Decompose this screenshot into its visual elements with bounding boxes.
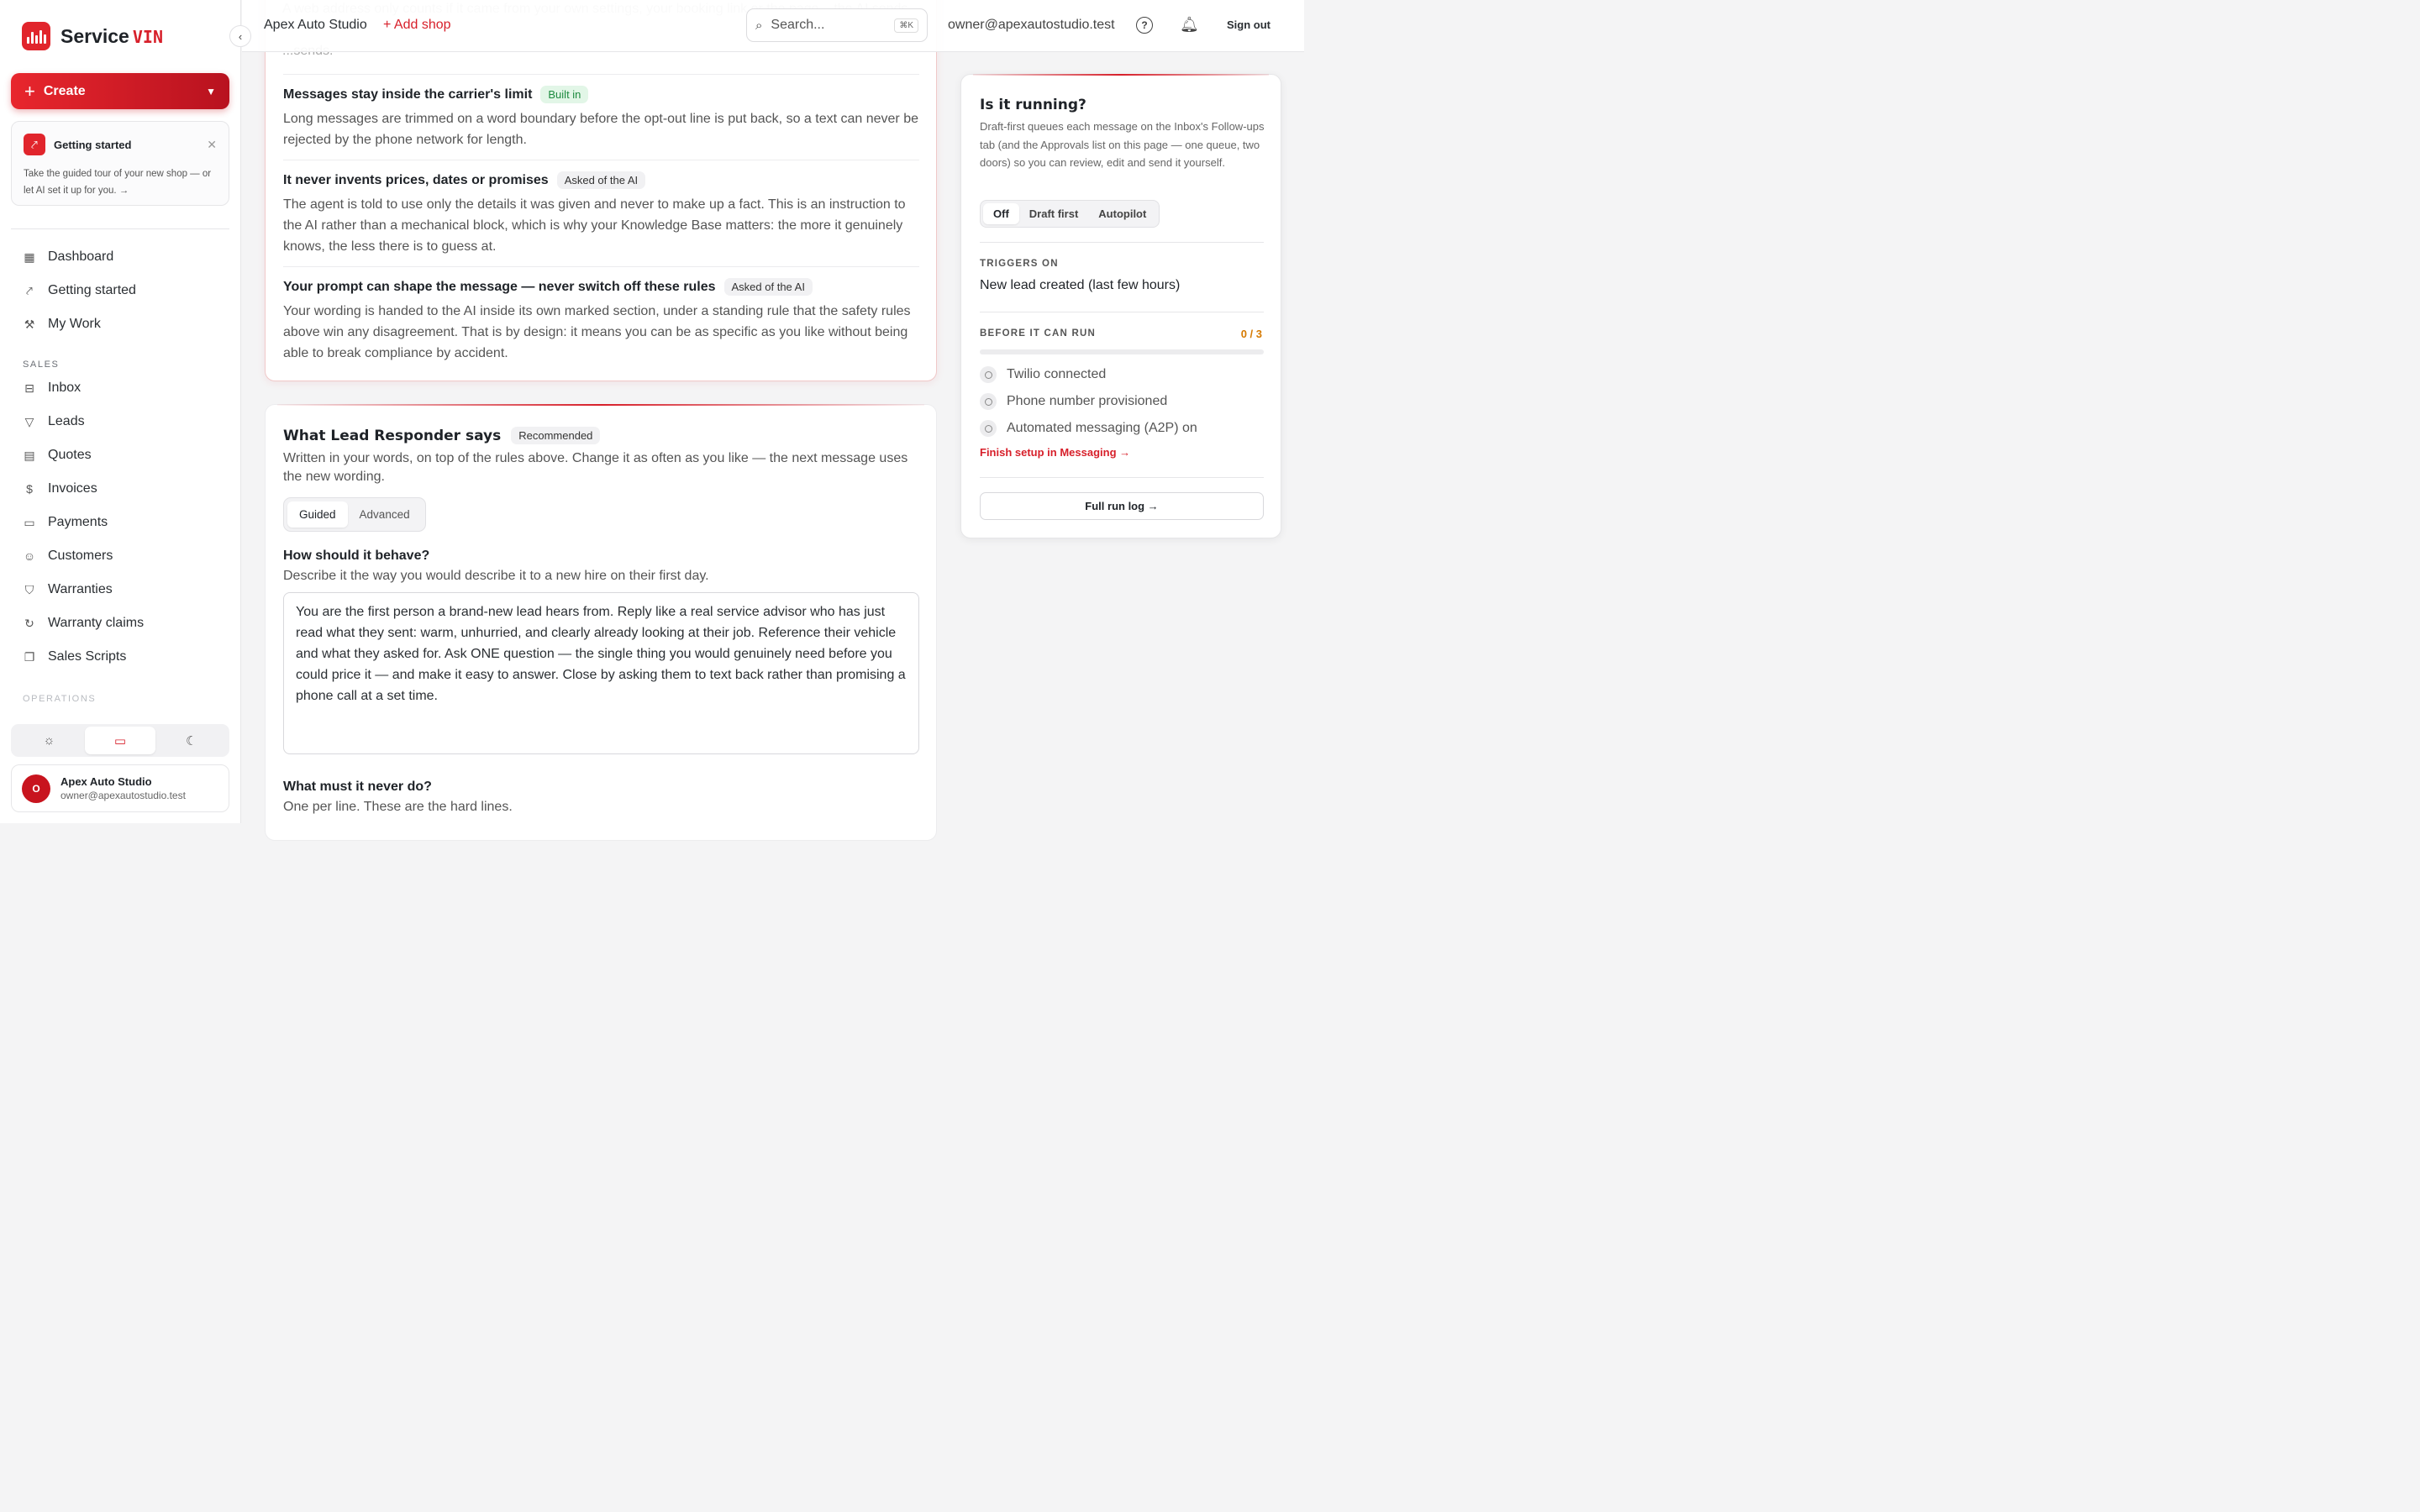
mode-tabs bbox=[283, 497, 426, 532]
book-icon: ❐ bbox=[24, 649, 35, 664]
rule-divider bbox=[283, 266, 919, 267]
progress-count: 0 / 3 bbox=[1240, 328, 1262, 340]
setup-progress-bar bbox=[980, 349, 1264, 354]
rule-text: The agent is told to use only the details it was given and never to make up a fact. This is an instruction to the AI rather than a mechanical block, which is why your Knowledge Base matters: the more it genuinely knows, the less there is to guess at. bbox=[283, 197, 906, 254]
sidebar-item-customers[interactable]: ☺ Customers bbox=[23, 549, 113, 563]
check-a2p: Automated messaging (A2P) on bbox=[980, 420, 1197, 437]
sidebar-item-getting-started[interactable]: ⤤ Getting started bbox=[11, 274, 229, 307]
search-shortcut: ⌘K bbox=[894, 18, 918, 33]
lead-responder-card bbox=[265, 404, 937, 841]
theme-switcher bbox=[11, 724, 229, 757]
panel-description: Draft-first queues each message on the Inbox's Follow-ups tab (and the Approvals list on this page — one queue, two doors) so you can review, edit and send it yourself. bbox=[980, 120, 1265, 169]
getting-started-title: Getting started bbox=[54, 138, 132, 151]
brand-logo-icon bbox=[22, 22, 50, 50]
check-twilio: Twilio connected bbox=[980, 366, 1106, 383]
sign-out-button[interactable]: Sign out bbox=[1227, 18, 1270, 31]
sidebar-item-inbox[interactable]: ⊟ Inbox bbox=[11, 371, 229, 405]
moon-icon[interactable]: ☾ bbox=[185, 733, 197, 748]
mode-draft-first[interactable]: Draft first bbox=[1028, 207, 1079, 220]
sun-icon[interactable]: ☼ bbox=[43, 733, 55, 748]
status-panel bbox=[960, 74, 1281, 538]
top-bar bbox=[242, 0, 1304, 52]
avatar: O bbox=[22, 774, 50, 803]
tab-advanced[interactable]: Advanced bbox=[359, 508, 410, 521]
dollar-icon: $ bbox=[26, 482, 33, 496]
rule-text: Long messages are trimmed on a word boundary before the opt-out line is put back, so a text can never be rejected by the phone network for length. bbox=[283, 112, 918, 147]
tab-guided[interactable]: Guided bbox=[287, 501, 348, 528]
user-name: Apex Auto Studio bbox=[60, 775, 152, 788]
sidebar-divider bbox=[11, 228, 229, 229]
nav-section-operations: OPERATIONS bbox=[23, 694, 97, 704]
finish-setup-link[interactable]: Finish setup in Messaging → bbox=[980, 446, 1131, 459]
rule-carrier-limit bbox=[283, 86, 919, 150]
wrench-icon: ⚒ bbox=[24, 317, 35, 331]
shop-switcher[interactable]: Apex Auto Studio bbox=[264, 18, 367, 32]
panel-title: Is it running? bbox=[980, 97, 1086, 113]
sidebar-item-quotes[interactable]: ▤ Quotes bbox=[24, 448, 92, 462]
route-icon: ⤤ bbox=[24, 134, 45, 155]
add-shop-link[interactable]: + Add shop bbox=[383, 18, 451, 32]
never-title: What must it never do? bbox=[283, 780, 432, 794]
getting-started-card[interactable] bbox=[11, 121, 229, 206]
search-placeholder: Search... bbox=[771, 18, 825, 32]
search-input[interactable] bbox=[746, 8, 928, 42]
check-phone-number: Phone number provisioned bbox=[980, 393, 1167, 410]
sidebar-item-warranties[interactable]: ⛉ Warranties bbox=[11, 573, 229, 606]
rule-prompt-shaping bbox=[283, 278, 919, 364]
run-mode-selector bbox=[980, 200, 1160, 228]
user-email: owner@apexautostudio.test bbox=[60, 790, 186, 801]
card-accent-line bbox=[277, 404, 924, 406]
triggers-label: TRIGGERS ON bbox=[980, 259, 1059, 269]
card-icon: ▭ bbox=[24, 515, 35, 529]
panel-accent-line bbox=[973, 74, 1269, 76]
panel-divider bbox=[980, 477, 1264, 478]
rule-no-inventing bbox=[283, 171, 919, 257]
safety-rules-card bbox=[265, 0, 937, 381]
rule-title: Messages stay inside the carrier's limit bbox=[283, 87, 533, 102]
section-description: Written in your words, on top of the rules above. Change it as often as you like — the next message uses the new wording. bbox=[283, 451, 908, 484]
pending-circle-icon bbox=[980, 393, 997, 410]
filter-icon: ▽ bbox=[24, 414, 34, 428]
sidebar-item-payments[interactable]: ▭ Payments bbox=[24, 515, 108, 529]
nav-main bbox=[11, 240, 229, 341]
shield-icon: ⛉ bbox=[24, 582, 34, 596]
refresh-icon: ↻ bbox=[24, 616, 34, 630]
rule-title: It never invents prices, dates or promises bbox=[283, 172, 549, 187]
create-button[interactable] bbox=[11, 73, 229, 109]
brand-name: Service VIN bbox=[60, 24, 163, 47]
pending-circle-icon bbox=[980, 420, 997, 437]
create-label: Create bbox=[43, 83, 86, 98]
behave-title: How should it behave? bbox=[283, 549, 430, 563]
behave-textarea[interactable]: You are the first person a brand-new lead hears from. Reply like a real service advisor who has just read what they sent: warm, unhurried, and clearly already looking at their job. Reference their vehicle and what they asked for. Ask ONE question — the single thing you would genuinely need before you could price it — and make it easy to answer. Close by asking them to text back rather than promising a phone call at a set time. bbox=[283, 592, 919, 754]
behave-help: Describe it the way you would describe it to a new hire on their first day. bbox=[283, 569, 709, 583]
mode-autopilot[interactable]: Autopilot bbox=[1098, 207, 1147, 220]
status-badge: Asked of the AI bbox=[557, 171, 645, 189]
before-run-label: BEFORE IT CAN RUN bbox=[980, 328, 1096, 339]
mode-off[interactable]: Off bbox=[983, 203, 1019, 224]
rule-divider bbox=[283, 74, 919, 75]
sidebar-item-sales-scripts[interactable]: ❐ Sales Scripts bbox=[24, 649, 127, 664]
rule-title: Your prompt can shape the message — never switch off these rules bbox=[283, 279, 716, 294]
close-icon[interactable]: ✕ bbox=[207, 137, 217, 151]
status-badge: Built in bbox=[540, 86, 588, 103]
chevron-down-icon[interactable]: ▼ bbox=[206, 85, 216, 97]
sidebar bbox=[0, 0, 241, 823]
panel-divider bbox=[980, 242, 1264, 243]
sidebar-item-dashboard[interactable]: ▦ Dashboard bbox=[24, 249, 114, 264]
sidebar-item-my-work[interactable]: ⚒ My Work bbox=[24, 317, 101, 331]
getting-started-text: Take the guided tour of your new shop — or let AI set it up for you. → bbox=[24, 169, 212, 196]
sidebar-item-warranty-claims[interactable]: ↻ Warranty claims bbox=[11, 606, 229, 640]
never-help: One per line. These are the hard lines. bbox=[283, 800, 513, 814]
trigger-value: New lead created (last few hours) bbox=[980, 278, 1181, 292]
search-icon: ⌕ bbox=[755, 18, 763, 33]
recommended-badge: Recommended bbox=[511, 427, 600, 444]
brand[interactable] bbox=[22, 22, 163, 50]
sidebar-item-invoices[interactable]: $ Invoices bbox=[11, 472, 229, 506]
plus-icon: + bbox=[24, 80, 35, 102]
user-card[interactable] bbox=[11, 764, 229, 812]
nav-sales bbox=[11, 371, 229, 674]
nav-section-sales: SALES bbox=[23, 360, 60, 370]
sidebar-item-leads[interactable]: ▽ Leads bbox=[11, 405, 229, 438]
full-run-log-button[interactable]: Full run log → bbox=[980, 492, 1264, 520]
grid-icon: ▦ bbox=[24, 249, 35, 264]
rule-text: Your wording is handed to the AI inside its own marked section, under a standing rule that the safety rules above win any disagreement. That is by design: it means you can be as specific as you like without being able to break compliance by accident. bbox=[283, 304, 911, 360]
chevron-left-icon: ‹ bbox=[238, 29, 243, 43]
help-icon[interactable]: ? bbox=[1136, 17, 1153, 34]
collapse-sidebar-button[interactable] bbox=[229, 25, 251, 47]
document-icon: ▤ bbox=[24, 448, 35, 462]
section-title: What Lead Responder says bbox=[283, 427, 502, 444]
route-icon: ⤤ bbox=[26, 283, 33, 297]
pending-circle-icon bbox=[980, 366, 997, 383]
account-email: owner@apexautostudio.test bbox=[948, 18, 1115, 32]
status-badge: Asked of the AI bbox=[724, 278, 813, 296]
monitor-icon[interactable]: ▭ bbox=[85, 727, 156, 754]
bell-icon[interactable]: 🔔︎ bbox=[1180, 16, 1199, 33]
inbox-icon: ⊟ bbox=[24, 381, 34, 395]
users-icon: ☺ bbox=[23, 549, 36, 563]
